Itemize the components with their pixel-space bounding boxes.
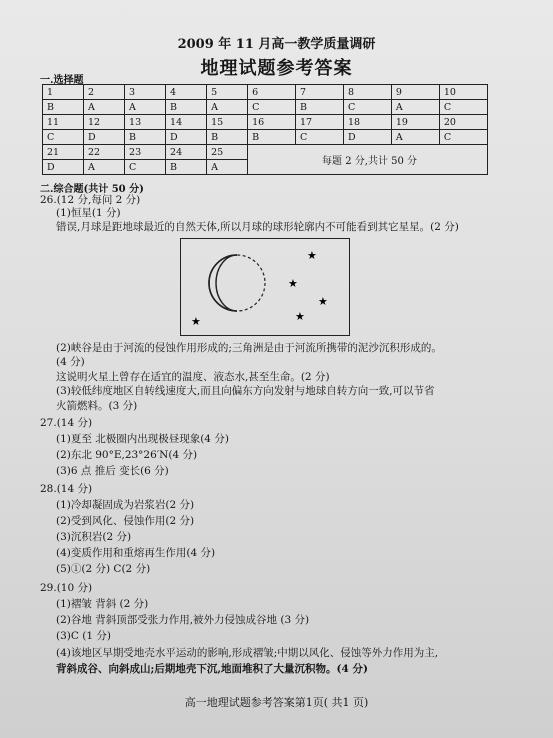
answer-cell: B [166,100,207,115]
answer-cell: A [391,130,439,145]
moon-lit-edge [209,255,237,311]
page-title: 地理试题参考答案 [200,58,353,79]
star-icon: ★ [288,277,298,290]
q27-line: (1)夏至 北极圈内出现极昼现象(4 分) [56,433,229,445]
answer-cell: A [84,160,125,175]
q26-line: (1)恒星(1 分) [56,207,121,219]
question-number-cell: 22 [84,145,125,160]
table-row [43,100,488,115]
q28-line: (3)沉积岩(2 分) [56,531,132,543]
answer-cell: A [125,100,166,115]
q26-line: (4 分) [56,356,85,368]
table-row [43,145,488,160]
question-number-cell: 25 [207,145,248,160]
table-row [43,130,488,145]
answer-cell: D [84,130,125,145]
answer-cell: B [296,100,344,115]
star-icon: ★ [191,315,201,328]
table-row [43,85,488,100]
q28-line: (5)①(2 分) C(2 分) [56,563,151,575]
question-number-cell: 5 [207,85,248,100]
question-number-cell: 3 [125,85,166,100]
question-number-cell: 17 [296,115,344,130]
moon-diagram [181,239,349,335]
question-number-cell: 1 [43,85,84,100]
question-number-cell: 13 [125,115,166,130]
question-number-cell: 6 [248,85,296,100]
answer-cell: A [391,100,439,115]
star-icon: ★ [318,295,328,308]
answer-cell: B [207,130,248,145]
q26-line: (3)较低纬度地区自转线速度大,而且向偏东方向发射与地球自转方向一致,可以节省 [56,385,435,397]
page-footer: 高一地理试题参考答案第1页( 共1 页) [184,696,369,709]
answer-cell: A [84,100,125,115]
answer-cell: B [125,130,166,145]
answer-cell: A [207,160,248,175]
scoring-note: 每题 2 分,共计 50 分 [248,145,488,175]
answer-cell: C [439,100,487,115]
q28-heading: 28.(14 分) [40,483,93,495]
question-number-cell: 19 [391,115,439,130]
question-number-cell: 18 [343,115,391,130]
answer-cell: C [248,100,296,115]
q29-line: (3)C (1 分) [56,630,111,642]
question-number-cell: 20 [439,115,487,130]
q29-line: (4)该地区早期受地壳水平运动的影响,形成褶皱;中期以风化、侵蚀等外力作用为主, [56,647,439,659]
answer-cell: C [343,100,391,115]
answer-cell: A [207,100,248,115]
q28-line: (1)冷却凝固成为岩浆岩(2 分) [56,499,195,511]
q29-line: 背斜成谷、向斜成山;后期地壳下沉,地面堆积了大量沉积物。(4 分) [56,663,368,675]
question-number-cell: 24 [166,145,207,160]
answer-cell: C [439,130,487,145]
question-number-cell: 16 [248,115,296,130]
star-icon: ★ [295,310,305,323]
answer-cell: D [166,130,207,145]
q26-line: 这说明火星上曾存在适宜的温度、液态水,甚至生命。(2 分) [56,371,330,383]
q29-line: (2)谷地 背斜顶部受张力作用,被外力侵蚀成谷地 (3 分) [56,614,310,626]
answer-cell: C [296,130,344,145]
section2-heading: 二.综合题(共计 50 分) [40,184,144,195]
question-number-cell: 7 [296,85,344,100]
q28-line: (4)变质作用和重熔再生作用(4 分) [56,547,216,559]
question-number-cell: 4 [166,85,207,100]
answer-cell: D [343,130,391,145]
answer-cell: B [248,130,296,145]
q26-line: 火箭燃料。(3 分) [56,400,138,412]
question-number-cell: 9 [391,85,439,100]
question-number-cell: 15 [207,115,248,130]
q27-heading: 27.(14 分) [40,417,93,429]
q26-line: (2)峡谷是由于河流的侵蚀作用形成的;三角洲是由于河流所携带的泥沙沉积形成的。 [56,342,442,354]
section1-heading: 一.选择题 [40,75,84,86]
question-number-cell: 11 [43,115,84,130]
answer-cell: D [43,160,84,175]
moon-figure [180,238,350,336]
q27-line: (2)东北 90°E,23°26′N(4 分) [56,449,198,461]
q26-line: 错误,月球是距地球最近的自然天体,所以月球的球形轮廓内不可能看到其它星星。(2 分) [56,221,459,233]
q27-line: (3)6 点 推后 变长(6 分) [56,465,169,477]
question-number-cell: 12 [84,115,125,130]
crescent-moon [209,255,237,311]
q26-heading: 26.(12 分,每问 2 分) [40,194,141,206]
question-number-cell: 23 [125,145,166,160]
answer-cell: C [43,130,84,145]
answer-cell: B [43,100,84,115]
question-number-cell: 14 [166,115,207,130]
q29-line: (1)褶皱 背斜 (2 分) [56,598,149,610]
answer-cell: C [125,160,166,175]
question-number-cell: 10 [439,85,487,100]
question-number-cell: 21 [43,145,84,160]
table-row [43,115,488,130]
answer-cell: B [166,160,207,175]
star-icon: ★ [307,249,317,262]
answer-table [42,84,488,175]
q29-heading: 29.(10 分) [40,582,93,594]
question-number-cell: 8 [343,85,391,100]
q28-line: (2)受到风化、侵蚀作用(2 分) [56,515,195,527]
question-number-cell: 2 [84,85,125,100]
exam-header: 2009 年 11 月高一教学质量调研 [177,37,376,52]
